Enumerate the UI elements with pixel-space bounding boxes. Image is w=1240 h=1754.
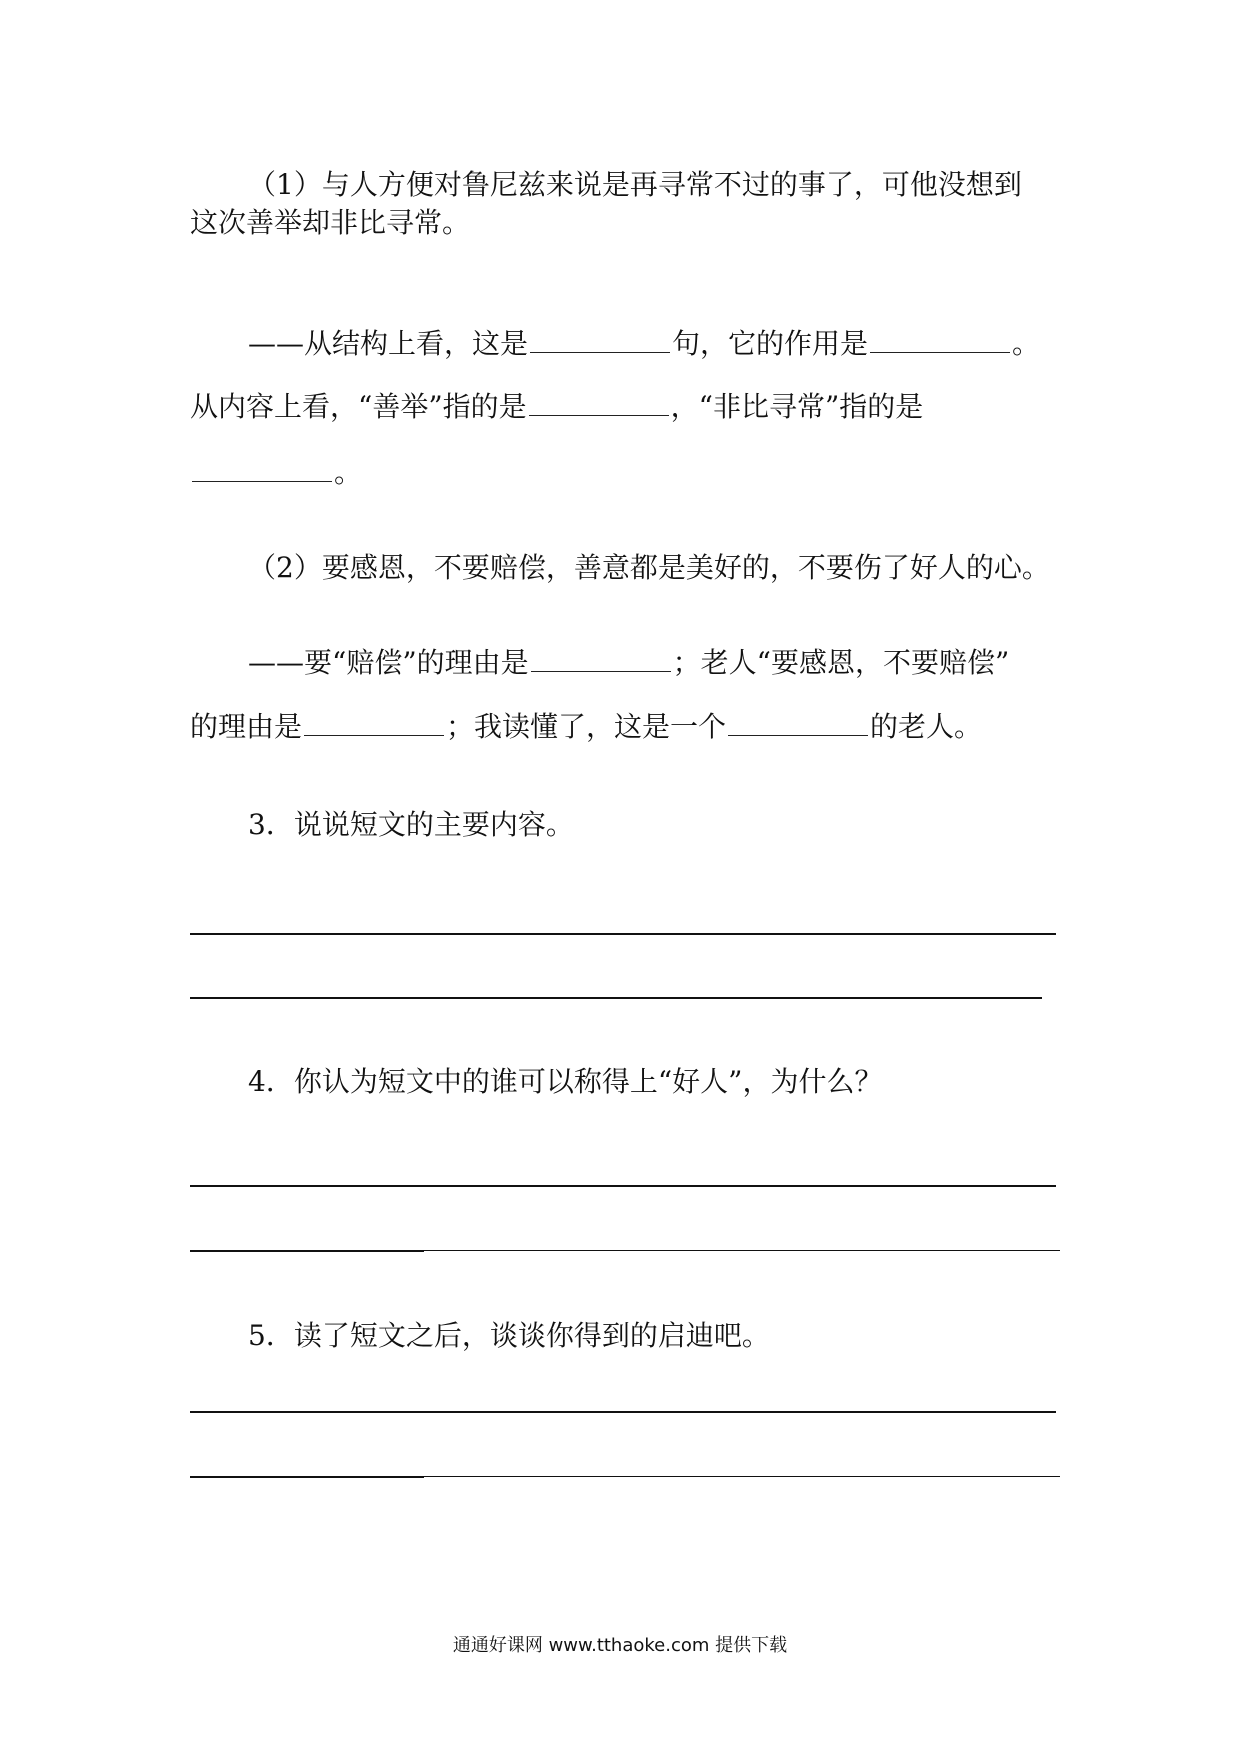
- fill-1-text-e: ，“非比寻常”指的是: [670, 390, 924, 423]
- item-1-line-1: （1）与人方便对鲁尼兹来说是再寻常不过的事了，可他没想到: [248, 168, 1022, 201]
- fill-2-text-a: ——要“赔偿”的理由是: [248, 646, 529, 679]
- answer-line-q5-1[interactable]: [190, 1411, 1056, 1413]
- fill-1-line-1: [248, 324, 1040, 364]
- answer-blank-elder-trait[interactable]: [728, 734, 868, 736]
- fill-2-text-c: 的理由是: [190, 710, 303, 743]
- answer-blank-compensate-reason[interactable]: [531, 670, 671, 672]
- fill-1-line-3: [190, 453, 362, 493]
- fill-2-line-1: [248, 643, 1009, 683]
- fill-2-text-d: ；我读懂了，这是一个: [446, 710, 727, 743]
- answer-line-q5-2a[interactable]: [190, 1476, 424, 1478]
- fill-1-text-a: ——从结构上看，这是: [248, 327, 529, 360]
- answer-blank-good-deed[interactable]: [529, 414, 669, 416]
- answer-line-q3-2[interactable]: [190, 997, 1042, 999]
- fill-2-text-b: ；老人“要感恩，不要赔偿”: [672, 646, 1010, 679]
- answer-blank-extraordinary[interactable]: [192, 480, 332, 482]
- item-2-line-1: （2）要感恩，不要赔偿，善意都是美好的，不要伤了好人的心。: [248, 551, 1050, 584]
- answer-line-q4-2a[interactable]: [190, 1250, 424, 1252]
- fill-1-text-b: 句，它的作用是: [672, 327, 869, 360]
- fill-2-text-e: 的老人。: [870, 710, 983, 743]
- question-5: 5．读了短文之后，谈谈你得到的启迪吧。: [248, 1319, 770, 1352]
- question-3: 3．说说短文的主要内容。: [248, 808, 574, 841]
- question-4: 4．你认为短文中的谁可以称得上“好人”，为什么？: [248, 1065, 883, 1098]
- fill-2-line-2: [190, 707, 982, 747]
- fill-1-text-c: 。: [1012, 327, 1041, 360]
- fill-1-text-d: 从内容上看，“善举”指的是: [190, 390, 527, 423]
- answer-blank-function[interactable]: [870, 351, 1010, 353]
- answer-blank-elder-reason[interactable]: [304, 734, 444, 736]
- answer-line-q4-1[interactable]: [190, 1185, 1056, 1187]
- footer-credit: 通通好课网 www.tthaoke.com 提供下载: [452, 1635, 788, 1656]
- item-1-line-2: 这次善举却非比寻常。: [190, 206, 471, 239]
- answer-line-q3-1[interactable]: [190, 933, 1056, 935]
- fill-1-line-2: [190, 387, 923, 427]
- fill-1-text-f: 。: [334, 456, 363, 489]
- answer-line-q5-2b[interactable]: [424, 1476, 1060, 1477]
- answer-blank-structure[interactable]: [530, 351, 670, 353]
- answer-line-q4-2b[interactable]: [424, 1250, 1060, 1251]
